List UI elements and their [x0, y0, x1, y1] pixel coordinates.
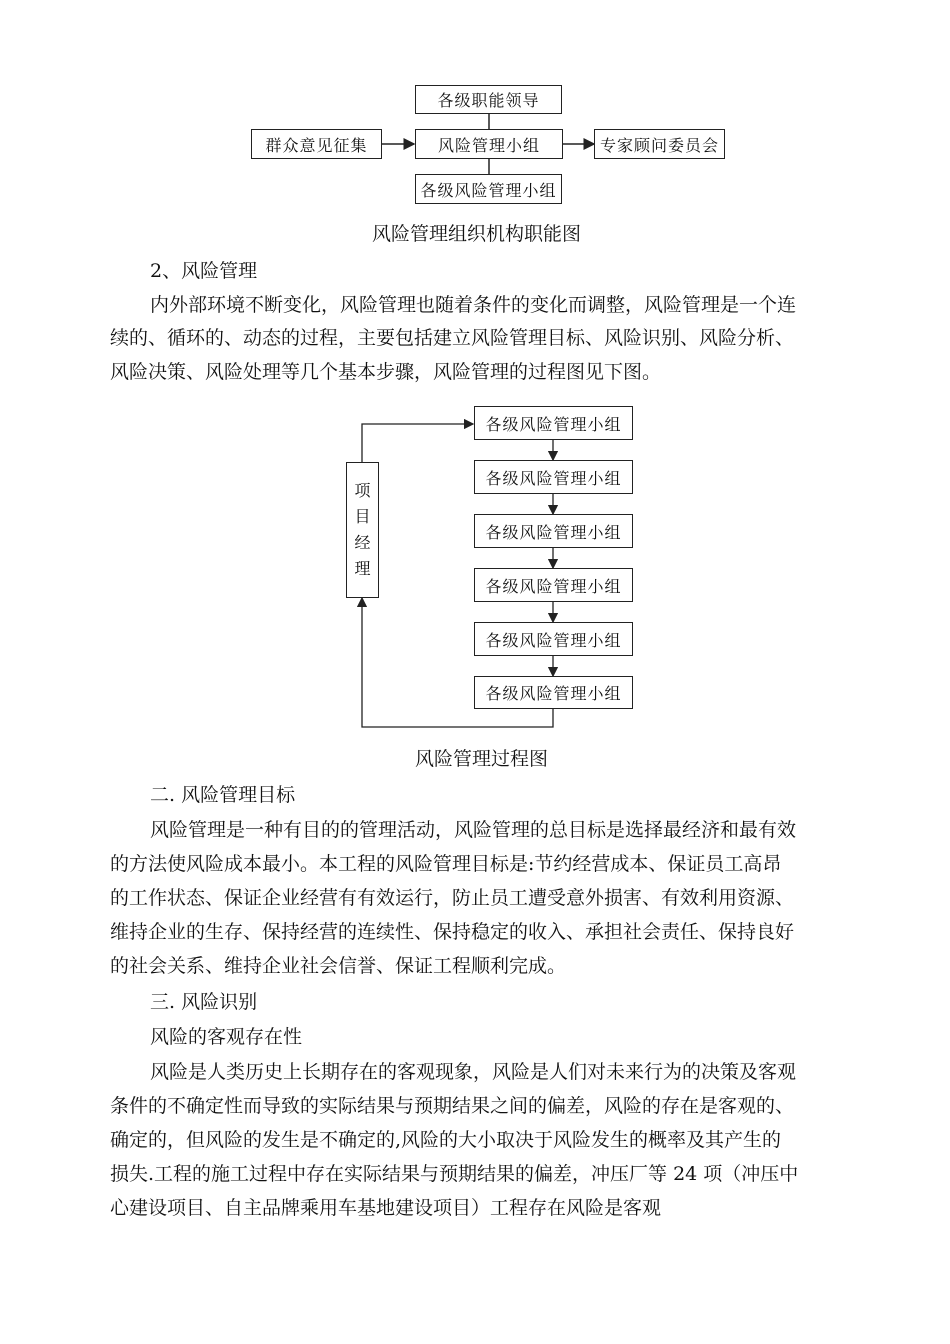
side-char-4: 理: [354, 559, 371, 578]
side-char-1: 项: [354, 481, 371, 500]
process-step-1: 各级风险管理小组: [474, 406, 633, 440]
process-side-box-project-manager: [346, 462, 379, 598]
section-san-heading: 三. 风险识别: [150, 991, 258, 1013]
org-box-bottom: 各级风险管理小组: [415, 174, 562, 204]
section-san-line-4: 损失.工程的施工过程中存在实际结果与预期结果的偏差，冲压厂等 24 项（冲压中: [110, 1163, 799, 1185]
section-san-line-3: 确定的，但风险的发生是不确定的,风险的大小取决于风险发生的概率及其产生的: [110, 1129, 782, 1151]
process-step-5: 各级风险管理小组: [474, 622, 633, 656]
process-chart-caption: 风险管理过程图: [415, 748, 549, 770]
section-er-line-1: 风险管理是一种有目的的管理活动，风险管理的总目标是选择最经济和最有效: [150, 819, 797, 841]
org-box-left: 群众意见征集: [251, 129, 382, 159]
process-step-2: 各级风险管理小组: [474, 460, 633, 494]
section-er-line-2: 的方法使风险成本最小。本工程的风险管理目标是:节约经营成本、保证员工高昂: [110, 853, 782, 875]
section-san-subheading: 风险的客观存在性: [150, 1026, 303, 1048]
org-box-center: 风险管理小组: [415, 129, 563, 159]
section-san-line-1: 风险是人类历史上长期存在的客观现象，风险是人们对未来行为的决策及客观: [150, 1061, 797, 1083]
section-2-line-2: 续的、循环的、动态的过程，主要包括建立风险管理目标、风险识别、风险分析、: [110, 327, 795, 349]
org-box-top: 各级职能领导: [415, 85, 562, 114]
section-san-line-5: 心建设项目、自主品牌乘用车基地建设项目）工程存在风险是客观: [110, 1197, 662, 1219]
process-step-6: 各级风险管理小组: [474, 676, 633, 709]
side-char-3: 经: [354, 533, 371, 552]
section-2-line-1: 内外部环境不断变化，风险管理也随着条件的变化而调整，风险管理是一个连: [150, 294, 797, 316]
section-er-line-4: 维持企业的生存、保持经营的连续性、保持稳定的收入、承担社会责任、保持良好: [110, 921, 795, 943]
side-char-2: 目: [354, 507, 371, 526]
section-2-line-3: 风险决策、风险处理等几个基本步骤，风险管理的过程图见下图。: [110, 361, 662, 383]
section-er-line-5: 的社会关系、维持企业社会信誉、保证工程顺利完成。: [110, 955, 567, 977]
section-2-heading: 2、风险管理: [150, 260, 258, 282]
section-er-heading: 二. 风险管理目标: [150, 784, 296, 806]
process-step-3: 各级风险管理小组: [474, 514, 633, 548]
section-san-line-2: 条件的不确定性而导致的实际结果与预期结果之间的偏差，风险的存在是客观的、: [110, 1095, 795, 1117]
org-chart-caption: 风险管理组织机构职能图: [372, 223, 582, 245]
org-box-right: 专家顾问委员会: [594, 129, 725, 159]
section-er-line-3: 的工作状态、保证企业经营有有效运行，防止员工遭受意外损害、有效利用资源、: [110, 887, 795, 909]
process-step-4: 各级风险管理小组: [474, 568, 633, 602]
